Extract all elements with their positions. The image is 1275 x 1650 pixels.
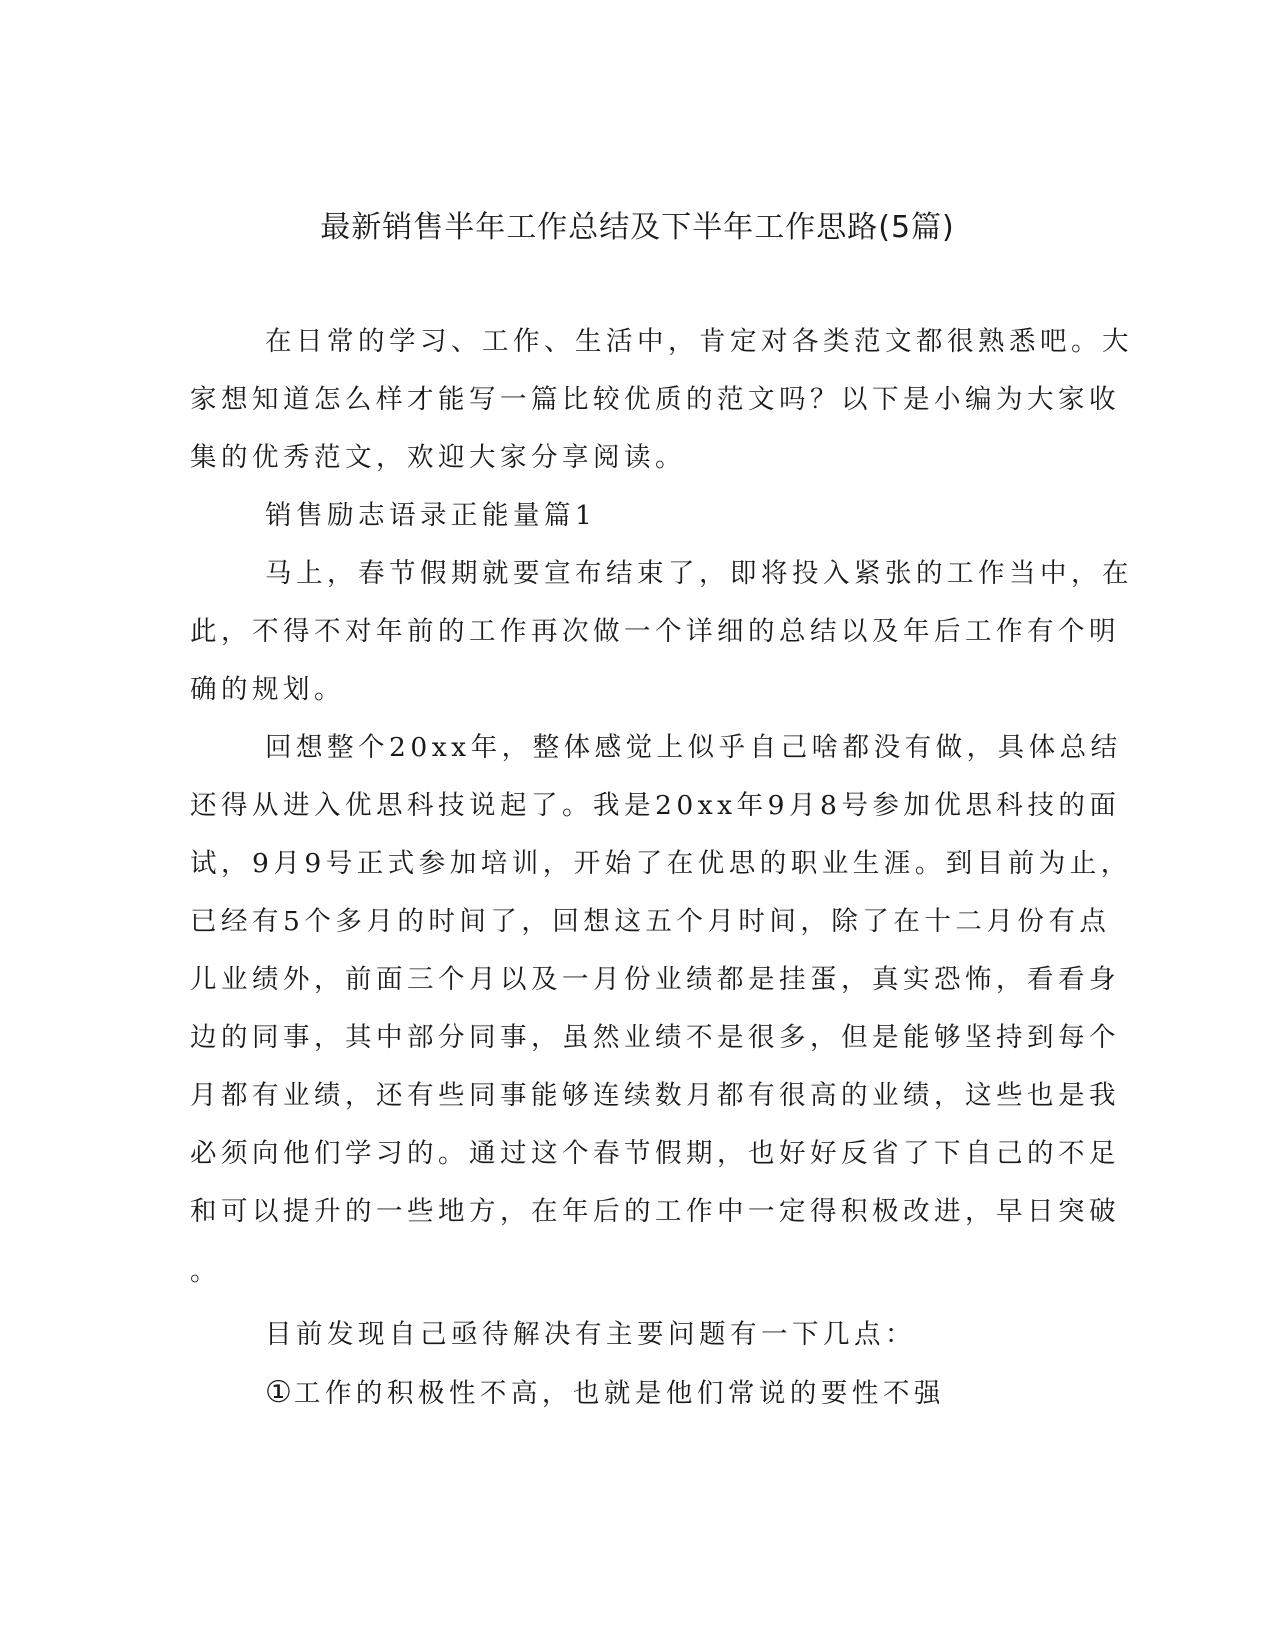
paragraph-line: 目前发现自己亟待解决有主要问题有一下几点： [265, 1319, 916, 1350]
paragraph-line: 回想整个20xx年，整体感觉上似乎自己啥都没有做，具体总结 [265, 732, 1122, 763]
paragraph-line: 月都有业绩，还有些同事能够连续数月都有很高的业绩，这些也是我 [190, 1080, 1120, 1111]
paragraph-line: 集的优秀范文，欢迎大家分享阅读。 [190, 442, 686, 473]
paragraph-line: 儿业绩外，前面三个月以及一月份业绩都是挂蛋，真实恐怖，看看身 [190, 964, 1120, 995]
section-heading: 销售励志语录正能量篇1 [265, 500, 597, 531]
paragraph-line: 已经有5个多月的时间了，回想这五个月时间，除了在十二月份有点 [190, 906, 1111, 937]
paragraph-line: 还得从进入优思科技说起了。我是20xx年9月8号参加优思科技的面 [190, 790, 1121, 821]
document-title: 最新销售半年工作总结及下半年工作思路(5篇) [320, 210, 955, 245]
paragraph-line: 和可以提升的一些地方，在年后的工作中一定得积极改进，早日突破 [190, 1196, 1120, 1227]
paragraph-line: 确的规划。 [190, 674, 345, 705]
paragraph-line: 。 [190, 1256, 221, 1287]
list-marker: ① [265, 1375, 292, 1410]
list-item-text: 工作的积极性不高，也就是他们常说的要性不强 [293, 1378, 945, 1409]
paragraph-line: 在日常的学习、工作、生活中，肯定对各类范文都很熟悉吧。大 [265, 326, 1133, 357]
list-item [265, 1374, 945, 1412]
paragraph-line: 此，不得不对年前的工作再次做一个详细的总结以及年后工作有个明 [190, 616, 1120, 647]
paragraph-line: 必须向他们学习的。通过这个春节假期，也好好反省了下自己的不足 [190, 1138, 1120, 1169]
paragraph-line: 试，9月9号正式参加培训，开始了在优思的职业生涯。到目前为止， [190, 848, 1132, 879]
paragraph-line: 边的同事，其中部分同事，虽然业绩不是很多，但是能够坚持到每个 [190, 1022, 1120, 1053]
paragraph-line: 马上，春节假期就要宣布结束了，即将投入紧张的工作当中，在 [265, 558, 1133, 589]
paragraph-line: 家想知道怎么样才能写一篇比较优质的范文吗？以下是小编为大家收 [190, 384, 1120, 415]
